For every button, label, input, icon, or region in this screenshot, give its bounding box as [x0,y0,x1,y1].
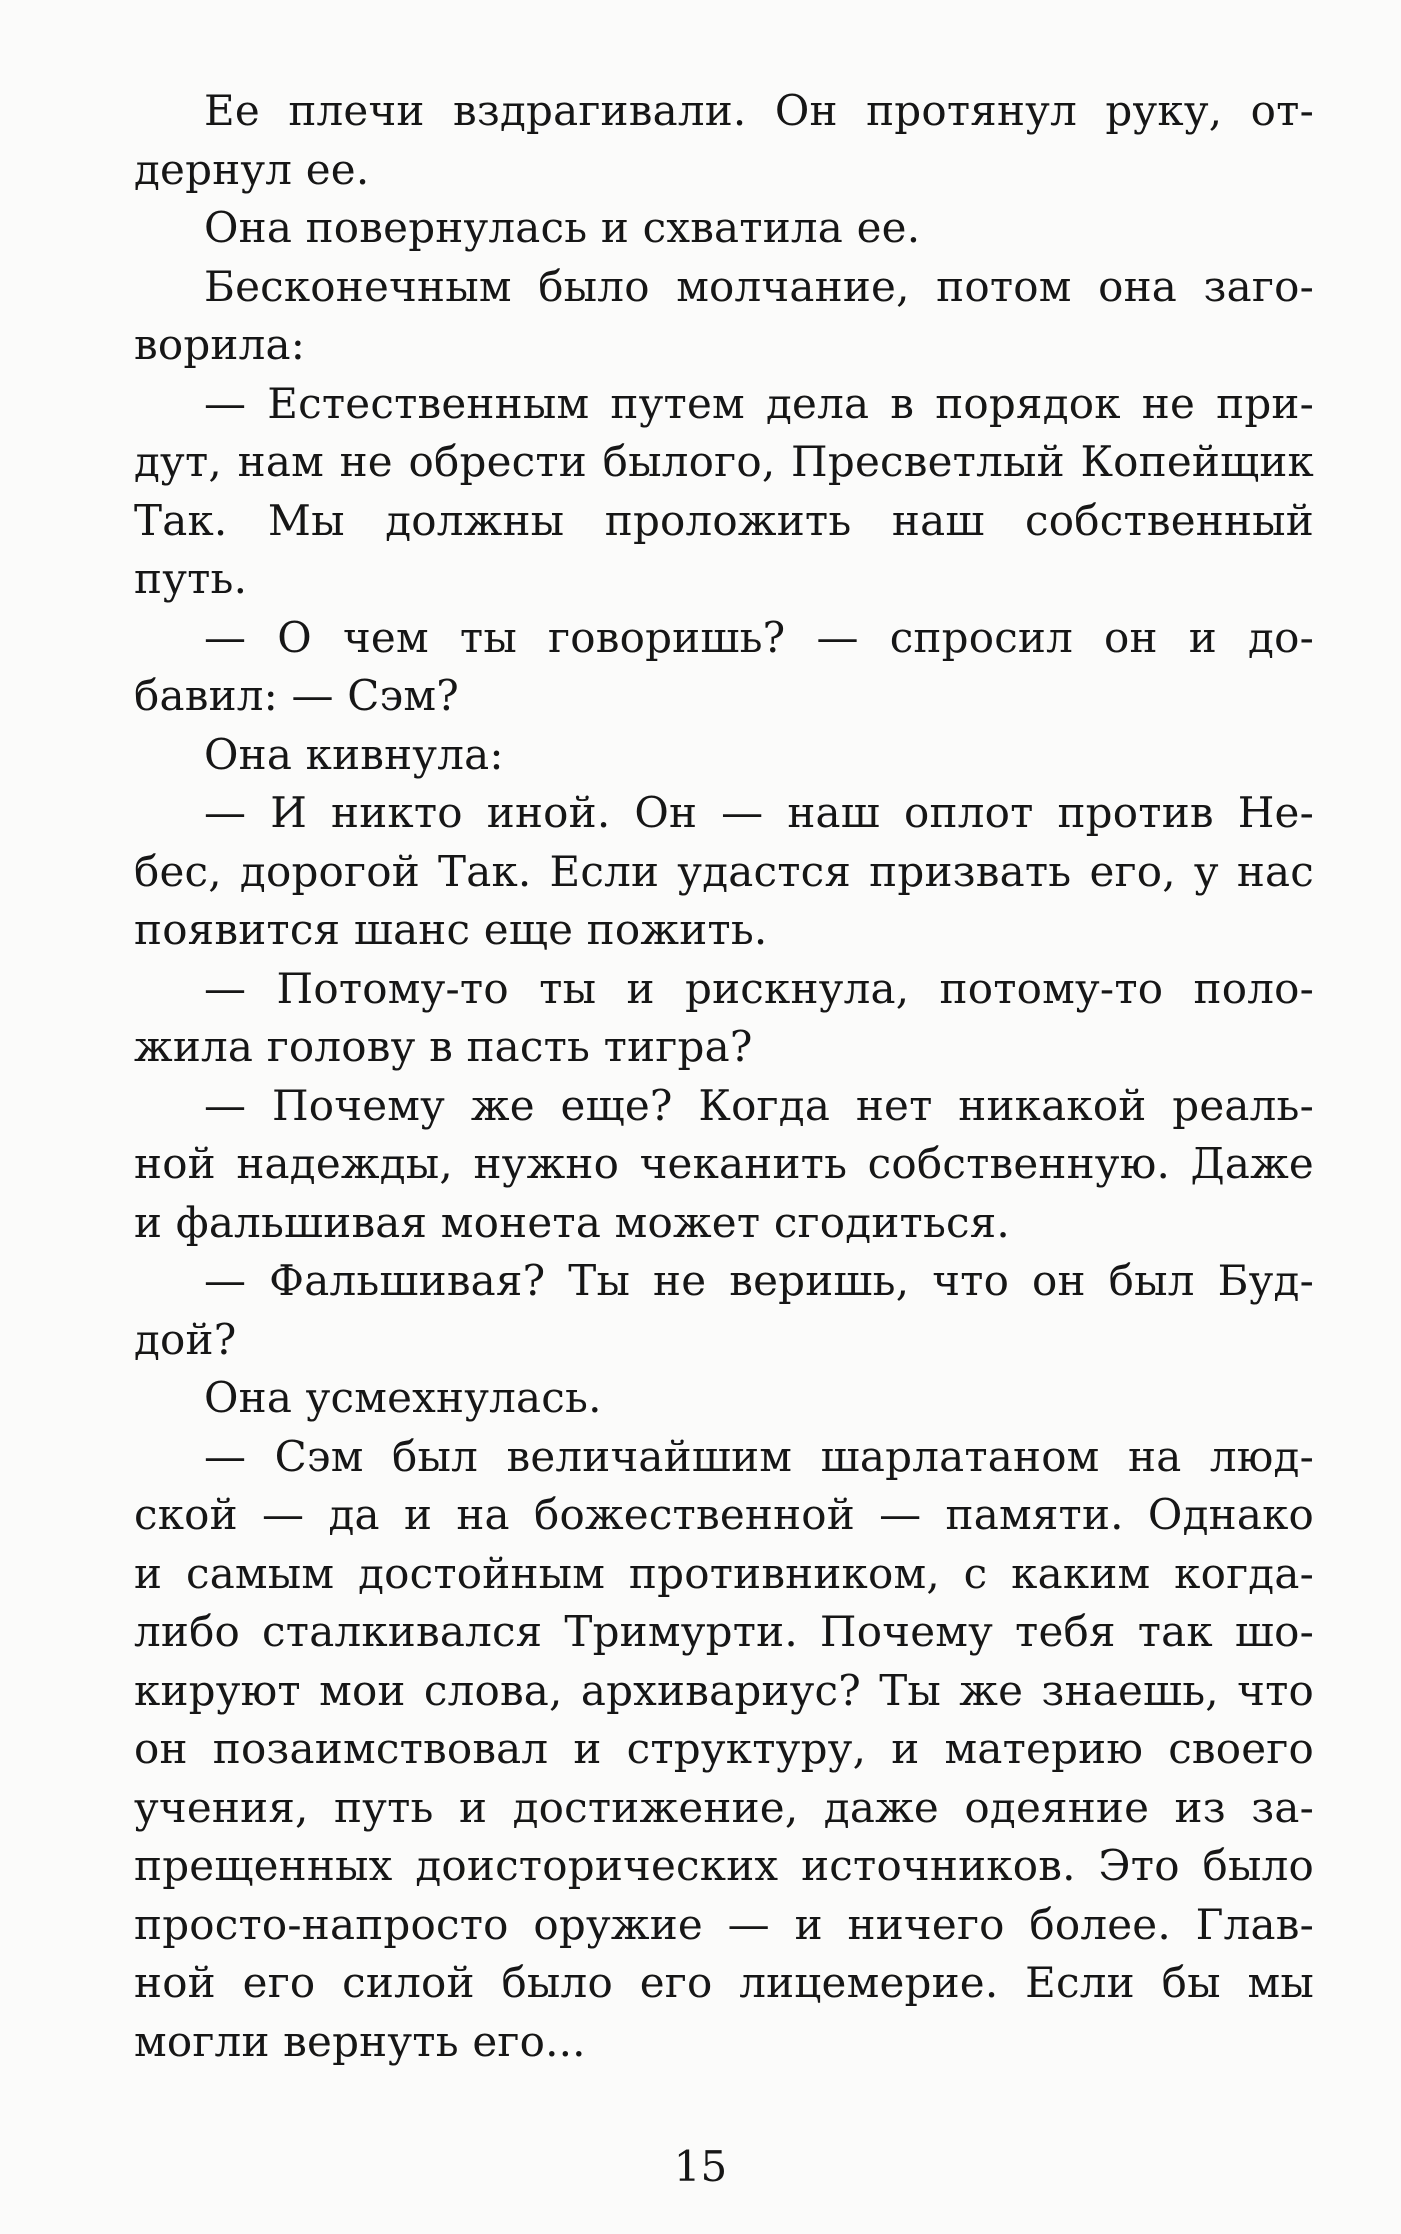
text-line: ворила: [134,320,306,369]
text-line: Так. Мы должны проложить наш собственный [134,495,1314,545]
text-line: путь. [134,554,248,603]
text-line: — Естественным путем дела в порядок не при- [204,378,1314,428]
text-line: дернул ее. [134,144,370,194]
text-line: Она усмехнулась. [204,1373,602,1422]
text-line: жила голову в пасть тигра? [134,1022,753,1071]
text-line: он позаимствовал и структуру, и материю своего [134,1724,1314,1773]
text-line: дут, нам не обрести былого, Пресветлый Копейщик [134,437,1314,486]
text-line: — И никто иной. Он — наш оплот против Не- [204,788,1314,837]
text-line: прещенных доисторических источников. Это было [134,1841,1314,1890]
text-line: могли вернуть его... [134,2016,586,2066]
text-line: ской — да и на божественной — памяти. Однако [134,1490,1314,1539]
text-line: либо сталкивался Тримурти. Почему тебя так шо- [134,1607,1314,1656]
text-line: Ее плечи вздрагивали. Он протянул руку, от- [204,86,1314,135]
text-line: — Потому-то ты и рискнула, потому-то поло- [204,963,1314,1013]
text-line: Она повернулась и схватила ее. [204,203,921,252]
text-line: и самым достойным противником, с каким когда- [134,1548,1314,1598]
text-line: бавил: — Сэм? [134,671,459,720]
text-line: Она кивнула: [204,729,504,779]
text-line: ной его силой было его лицемерие. Если бы мы [134,1958,1314,2007]
text-line: учения, путь и достижение, даже одеяние из за- [134,1782,1314,1832]
text-line: и фальшивая монета может сгодиться. [134,1197,1010,1247]
body-text [134,82,1314,2071]
text-line: просто-напросто оружие — и ничего более. Глав- [134,1899,1314,1949]
text-line: — Фальшивая? Ты не веришь, что он был Буд- [204,1256,1314,1305]
text-line: кируют мои слова, архивариус? Ты же знаешь, что [134,1665,1314,1715]
page-number: 15 [673,2142,728,2191]
text-line: — О чем ты говоришь? — спросил он и до- [204,612,1314,662]
text-line: — Сэм был величайшим шарлатаном на люд- [204,1431,1314,1481]
text-line: Бесконечным было молчание, потом она заго- [204,261,1314,311]
text-line: дой? [134,1314,237,1364]
text-line: бес, дорогой Так. Если удастся призвать его, у нас [134,846,1314,896]
text-line: ной надежды, нужно чеканить собственную. Даже [134,1139,1314,1188]
text-line: появится шанс еще пожить. [134,905,768,954]
text-line: — Почему же еще? Когда нет никакой реаль- [204,1080,1314,1130]
